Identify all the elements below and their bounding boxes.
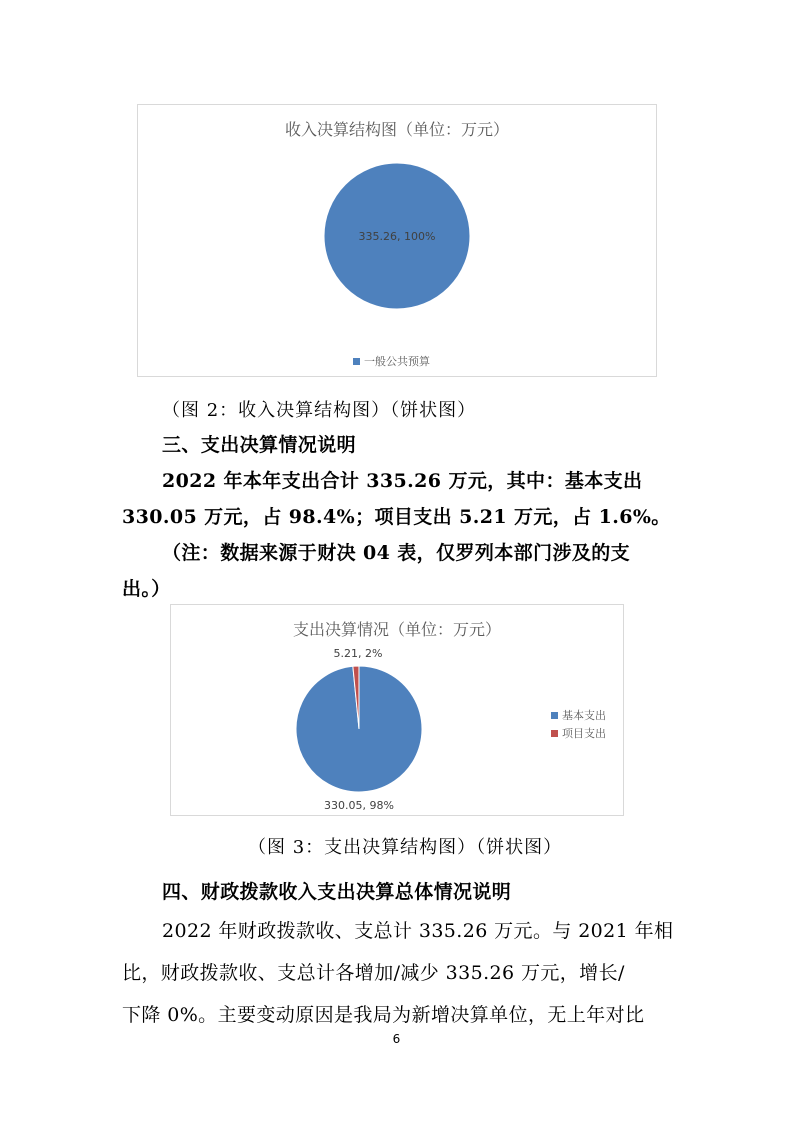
legend-label-project: 项目支出 bbox=[562, 727, 606, 740]
page-number: 6 bbox=[392, 1032, 401, 1046]
section-3-para-line-1: 2022 年本年支出合计 335.26 万元，其中：基本支出 bbox=[162, 470, 643, 492]
expenditure-chart bbox=[170, 604, 624, 816]
legend-label-general-budget: 一般公共预算 bbox=[364, 355, 430, 368]
section-4-line-3: 下降 0%。主要变动原因是我局为新增决算单位，无上年对比 bbox=[122, 1004, 645, 1026]
income-pie bbox=[138, 105, 656, 376]
section-4-heading: 四、财政拨款收入支出决算总体情况说明 bbox=[162, 881, 512, 903]
income-chart-title: 收入决算结构图（单位：万元） bbox=[284, 120, 509, 139]
legend-swatch-basic bbox=[551, 712, 558, 719]
section-3-heading: 三、支出决算情况说明 bbox=[162, 434, 357, 456]
expenditure-legend-project bbox=[551, 725, 606, 741]
income-legend bbox=[353, 353, 430, 369]
legend-swatch-project bbox=[551, 730, 558, 737]
section-3-note-line-1: （注：数据来源于财决 04 表，仅罗列本部门涉及的支 bbox=[162, 542, 631, 564]
section-4-line-2: 比，财政拨款收、支总计各增加/减少 335.26 万元，增长/ bbox=[122, 962, 625, 984]
figure-3-caption: （图 3：支出决算结构图）（饼状图） bbox=[248, 837, 563, 858]
expenditure-chart-title: 支出决算情况（单位：万元） bbox=[292, 620, 501, 639]
section-3-para-line-2: 330.05 万元，占 98.4%；项目支出 5.21 万元，占 1.6%。 bbox=[122, 506, 671, 528]
legend-label-basic: 基本支出 bbox=[562, 709, 606, 722]
pie-data-label-1: 5.21, 2% bbox=[333, 647, 383, 660]
section-4-line-1: 2022 年财政拨款收、支总计 335.26 万元。与 2021 年相 bbox=[162, 920, 674, 942]
figure-2-caption: （图 2：收入决算结构图）（饼状图） bbox=[162, 400, 477, 421]
section-3-note-line-2: 出。） bbox=[122, 578, 171, 600]
pie-data-label-0: 330.05, 98% bbox=[324, 799, 394, 812]
expenditure-legend-basic bbox=[551, 707, 606, 723]
pie-data-label-0: 335.26, 100% bbox=[358, 230, 436, 243]
income-chart bbox=[137, 104, 657, 377]
legend-swatch-general-budget bbox=[353, 358, 360, 365]
